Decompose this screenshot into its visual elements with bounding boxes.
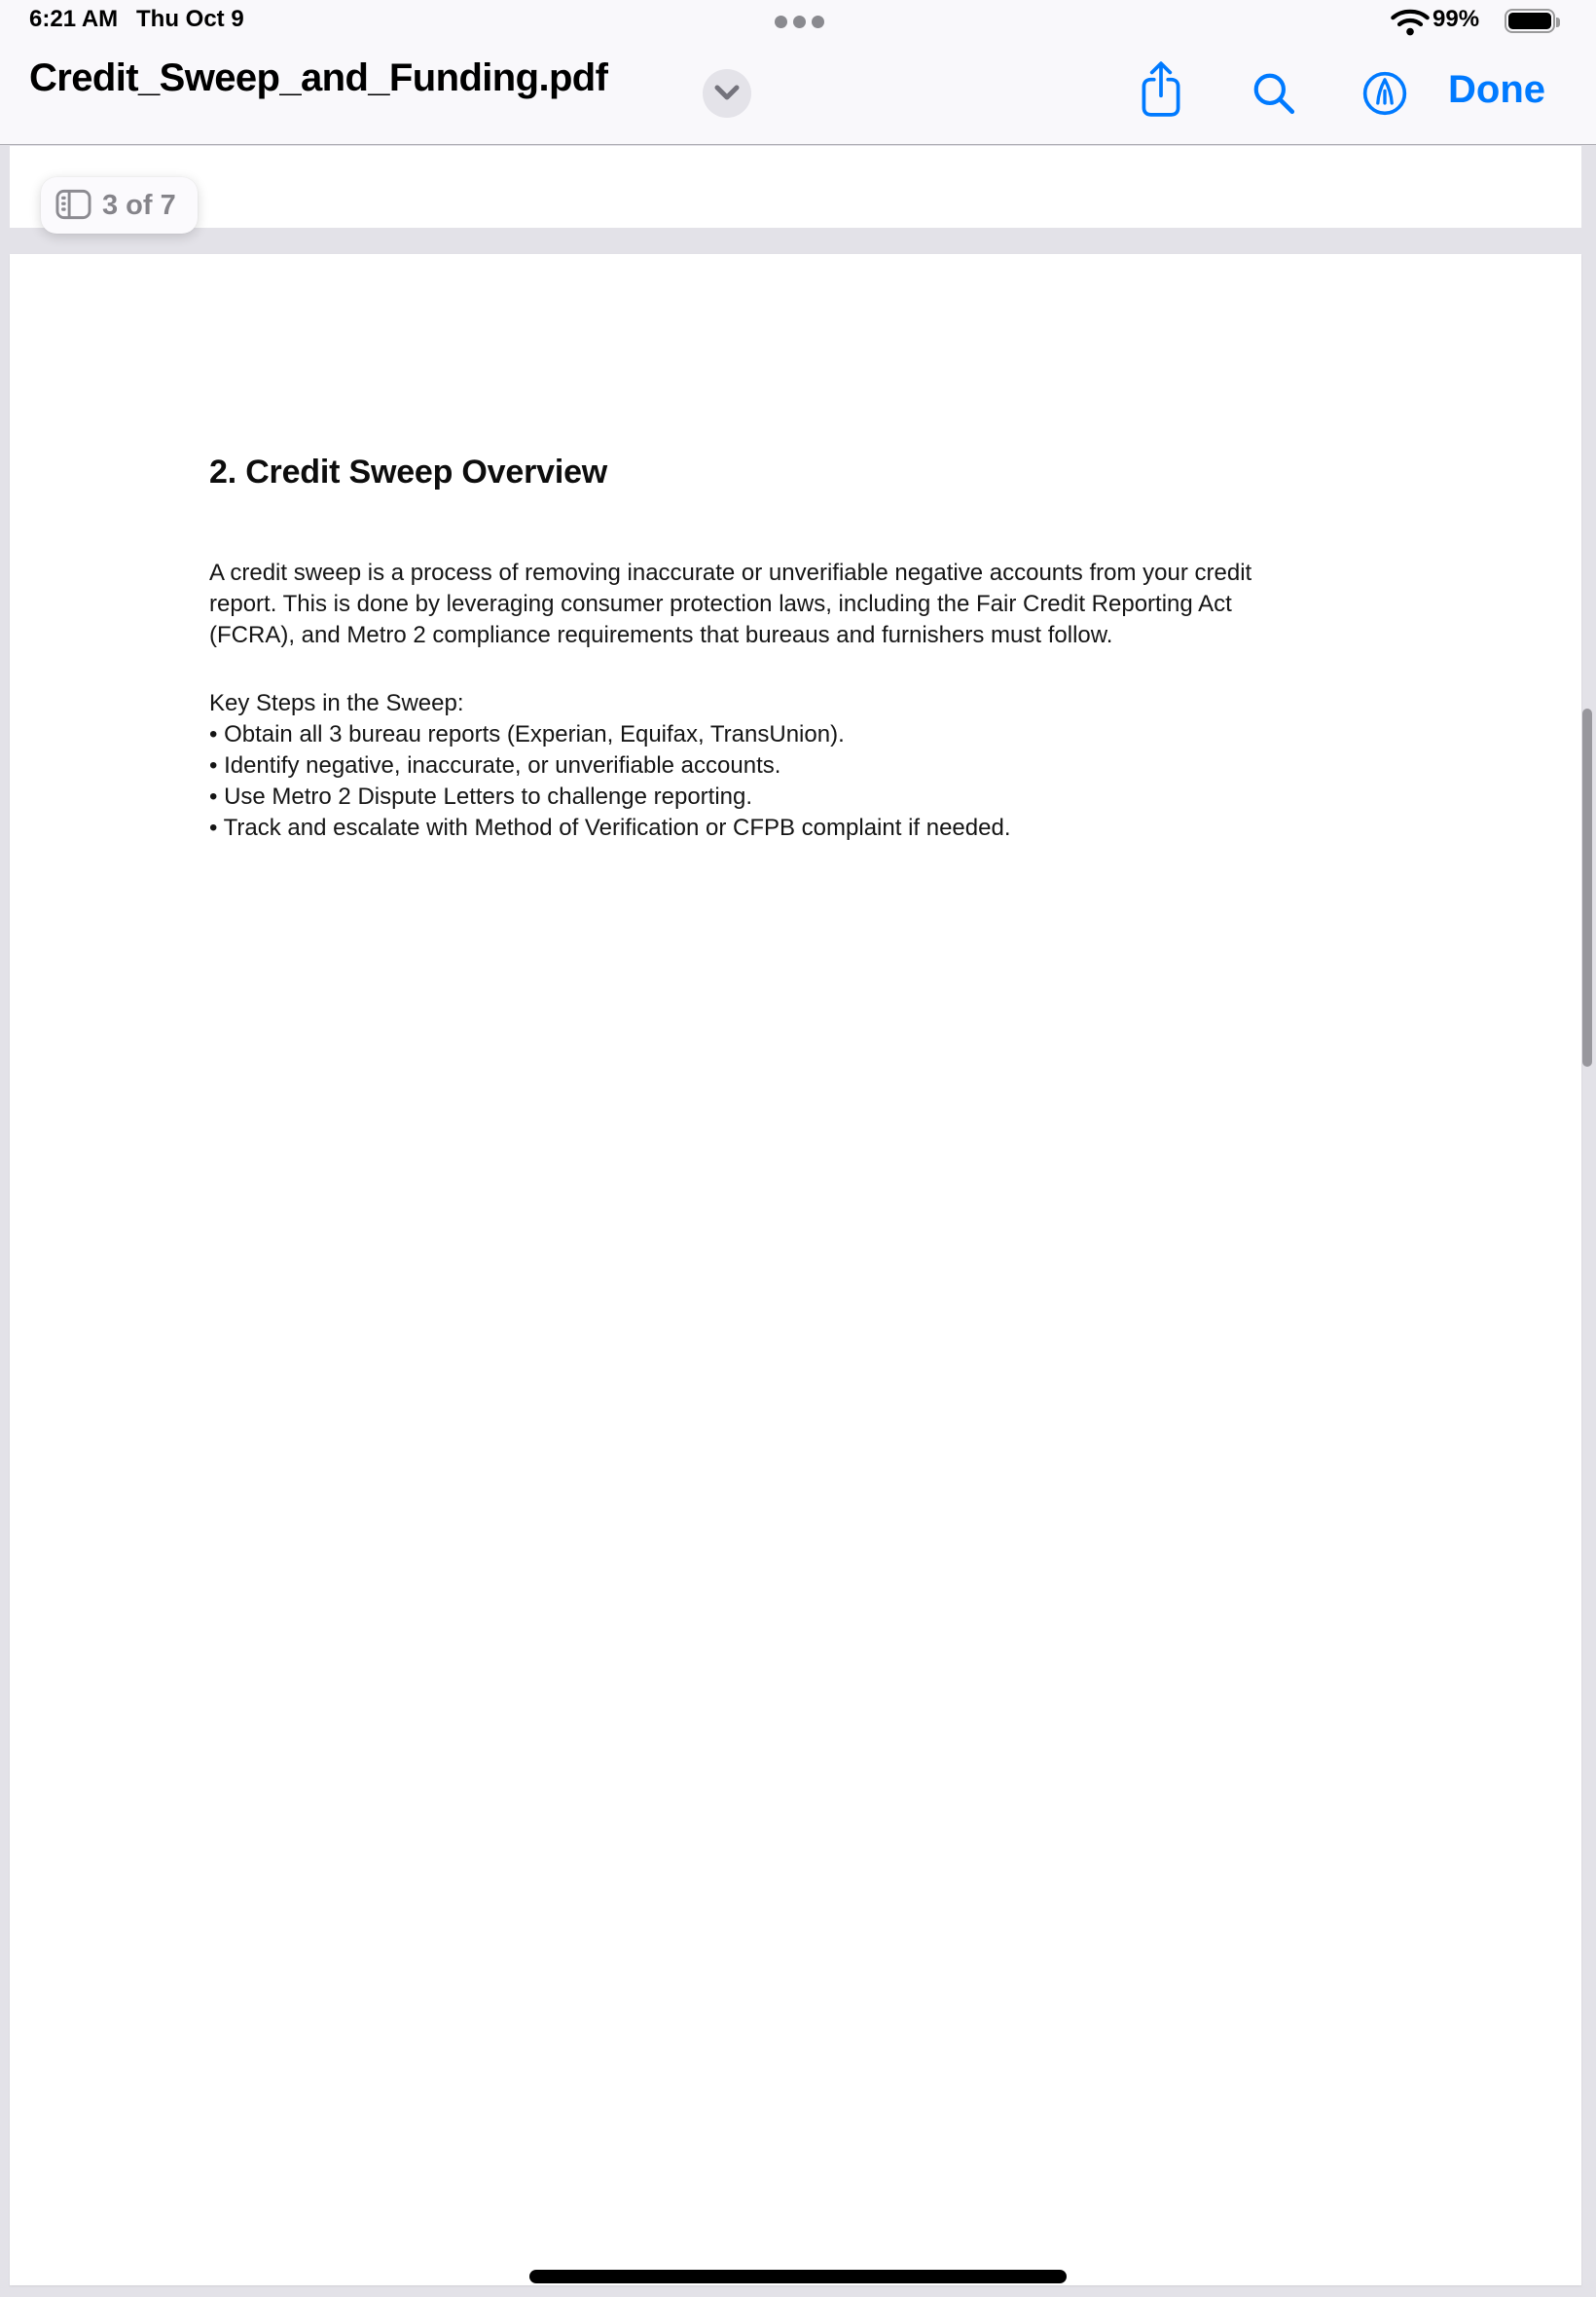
battery-percentage: 99% — [1433, 6, 1480, 32]
doc-bullet: • Identify negative, inaccurate, or unverifiable accounts. — [209, 752, 781, 779]
status-time: 6:21 AM — [29, 6, 119, 32]
doc-heading: 2. Credit Sweep Overview — [209, 454, 608, 491]
share-button[interactable] — [1137, 58, 1185, 121]
search-icon — [1251, 70, 1297, 120]
doc-bullet: • Obtain all 3 bureau reports (Experian, Equifax, TransUnion). — [209, 721, 845, 747]
markup-pen-icon — [1361, 70, 1408, 120]
share-icon — [1139, 59, 1183, 121]
doc-paragraph-line: A credit sweep is a process of removing inaccurate or unverifiable negative accounts from your credit — [209, 560, 1252, 586]
navigation-bar — [0, 0, 1596, 145]
chevron-down-icon — [713, 84, 741, 104]
title-menu-button[interactable] — [703, 69, 751, 118]
wifi-icon — [1390, 7, 1431, 37]
doc-bullet: • Use Metro 2 Dispute Letters to challenge reporting. — [209, 784, 753, 810]
scrollbar-thumb[interactable] — [1582, 709, 1592, 1067]
battery-icon — [1505, 9, 1555, 33]
doc-paragraph — [209, 558, 1251, 651]
multitask-dots-icon[interactable] — [775, 16, 824, 28]
doc-paragraph-line: report. This is done by leveraging consumer protection laws, including the Fair Credit Reporting Act — [209, 591, 1232, 617]
doc-paragraph-line: (FCRA), and Metro 2 compliance requirements that bureaus and furnishers must follow. — [209, 622, 1113, 648]
markup-button[interactable] — [1360, 70, 1409, 119]
previous-page-bottom — [10, 146, 1581, 228]
page-indicator[interactable] — [41, 177, 198, 234]
pdf-page — [10, 254, 1581, 2285]
home-indicator[interactable] — [529, 2270, 1067, 2283]
doc-key-steps — [209, 688, 1011, 844]
sidebar-thumbnails-icon — [55, 189, 91, 223]
done-button[interactable]: Done — [1448, 68, 1545, 111]
doc-key-steps-heading: Key Steps in the Sweep: — [209, 690, 464, 716]
page-indicator-label: 3 of 7 — [102, 189, 176, 221]
document-title: Credit_Sweep_and_Funding.pdf — [29, 56, 608, 99]
doc-bullet: • Track and escalate with Method of Verification or CFPB complaint if needed. — [209, 815, 1011, 841]
search-button[interactable] — [1250, 70, 1298, 119]
status-date: Thu Oct 9 — [136, 6, 244, 32]
